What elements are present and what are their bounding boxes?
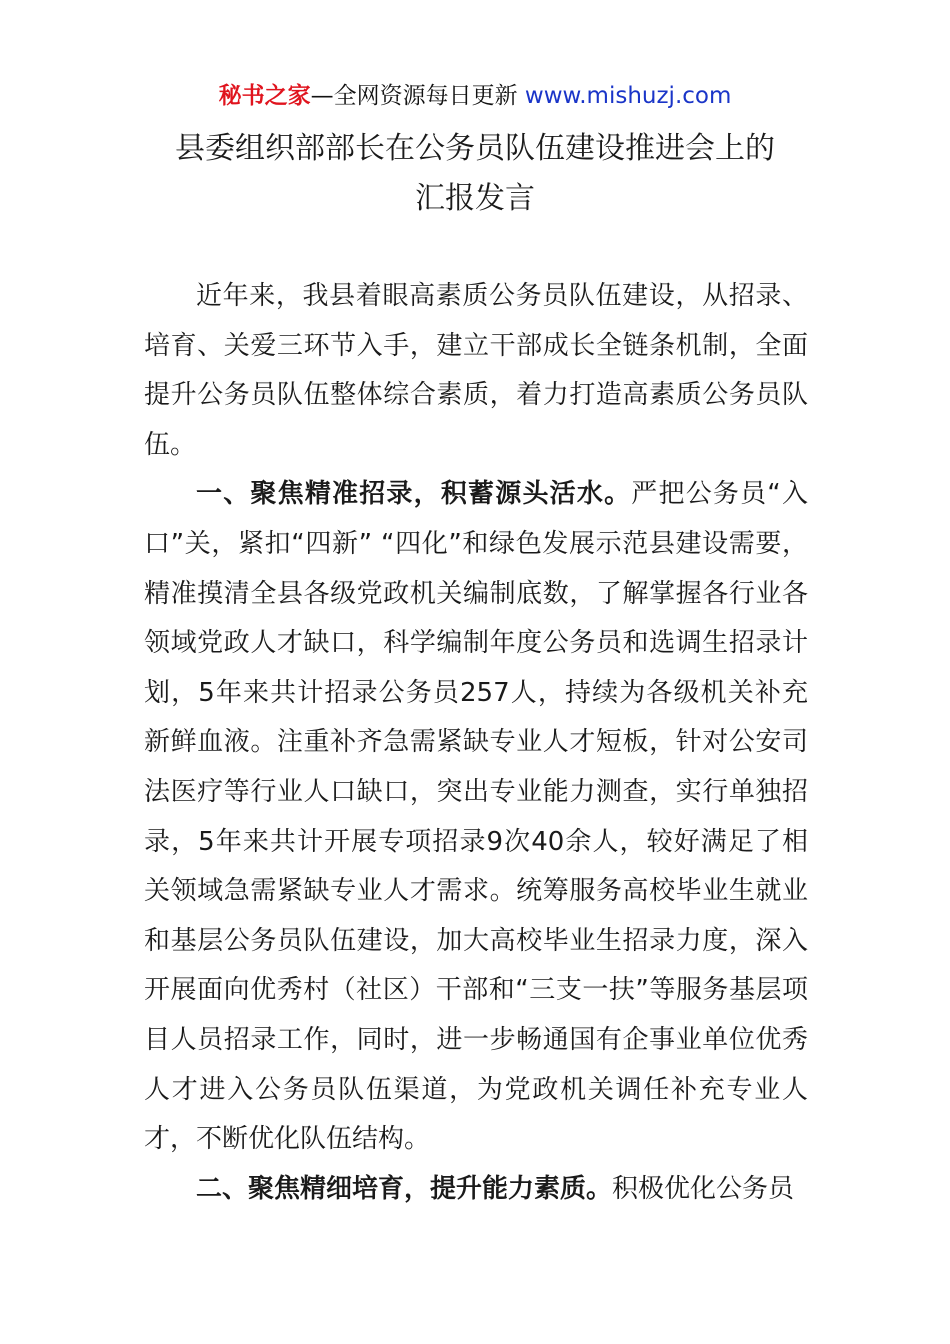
site-url-link[interactable]: www.mishuzj.com xyxy=(524,83,732,109)
document-title xyxy=(0,124,950,224)
paragraph-section-1 xyxy=(144,470,808,1164)
document-body xyxy=(144,272,808,1214)
paragraph-intro xyxy=(144,272,808,470)
paragraph-text: 严把公务员“入口”关，紧扣“四新” “四化”和绿色发展示范县建设需要，精准摸清全县各级党政机关编制底数，了解掌握各行业各领域党政人才缺口，科学编制年度公务员和选调生招录计划，5年来共计招录公务员257人，持续为各级机关补充新鲜血液。注重补齐急需紧缺专业人才短板，针对公安司法医疗等行业人口缺口，突出专业能力测查，实行单独招录，5年来共计开展专项招录9次40余人，较好满足了相关领域急需紧缺专业人才需求。统筹服务高校毕业生就业和基层公务员队伍建设，加大高校毕业生招录力度，深入开展面向优秀村（社区）干部和“三支一扶”等服务基层项目人员招录工作，同时，进一步畅通国有企事业单位优秀人才进入公务员队伍渠道，为党政机关调任补充专业人才，不断优化队伍结构。 xyxy=(144,479,808,1155)
site-name: 秘书之家 xyxy=(218,83,311,109)
paragraph-section-2 xyxy=(144,1165,808,1215)
paragraph-text: 积极优化公务员 xyxy=(612,1173,795,1204)
title-line-1: 县委组织部部长在公务员队伍建设推进会上的 xyxy=(175,131,775,166)
section-1-heading: 一、聚焦精准招录，积蓄源头活水。 xyxy=(196,479,632,510)
section-2-heading: 二、聚焦精细培育，提升能力素质。 xyxy=(196,1173,613,1204)
title-line-2: 汇报发言 xyxy=(415,181,535,216)
paragraph-text: 近年来，我县着眼高素质公务员队伍建设，从招录、培育、关爱三环节入手，建立干部成长全链条机制，全面提升公务员队伍整体综合素质，着力打造高素质公务员队伍。 xyxy=(144,281,808,460)
site-header xyxy=(0,80,950,112)
site-tagline: —全网资源每日更新 xyxy=(310,83,525,109)
